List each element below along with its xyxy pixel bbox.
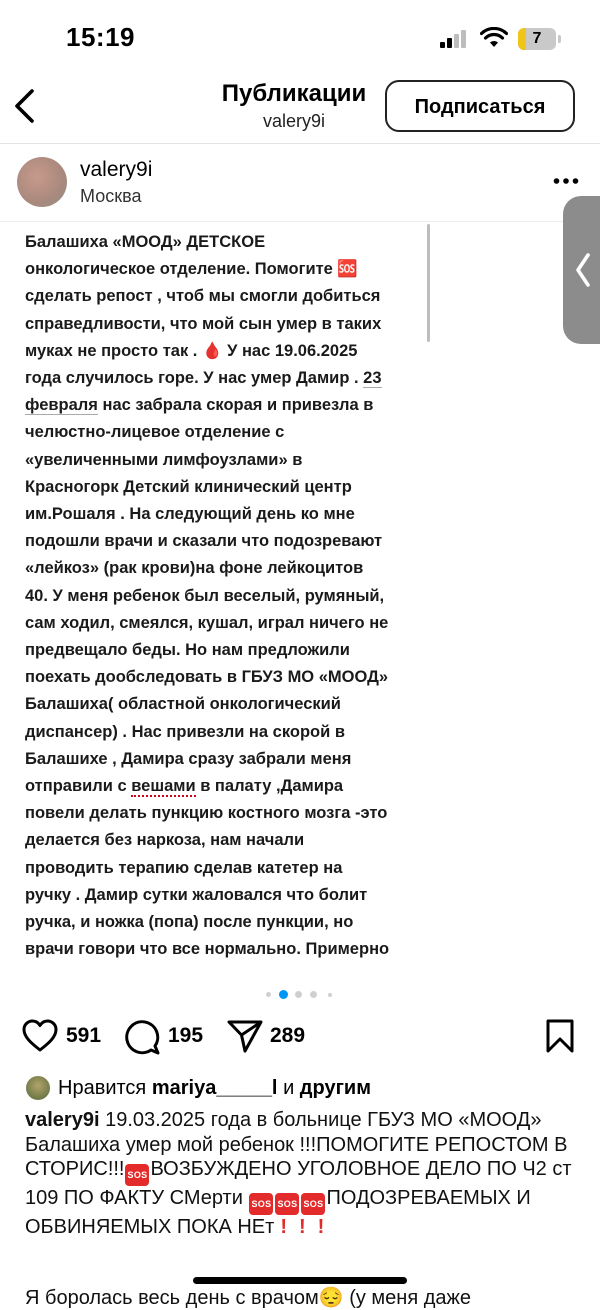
carousel-dot <box>328 993 332 997</box>
text-line: «лейкоз» (рак крови)на фоне лейкоцитов <box>25 559 364 578</box>
text-line: Балашиха( областной онкологический <box>25 695 341 714</box>
text-line: 40. У меня ребенок был веселый, румяный, <box>25 586 385 605</box>
caption-username[interactable]: valery9i <box>25 1109 100 1131</box>
text-line: врачи говори что все нормально. Примерно <box>25 940 390 959</box>
like-heart-icon[interactable] <box>22 1019 58 1053</box>
bookmark-icon[interactable] <box>545 1018 575 1054</box>
text-line: «увеличенными лимфоузлами» в <box>25 450 303 469</box>
page-title: Публикации <box>221 80 367 107</box>
text-line: года случилось горе. У нас умер Дамир . 23 <box>25 369 382 388</box>
text-line: поехать дообследовать в ГБУЗ МО «МООД» <box>25 668 389 687</box>
more-options-icon[interactable] <box>553 177 579 185</box>
share-send-icon[interactable] <box>227 1019 263 1053</box>
carousel-indicator <box>262 987 342 1001</box>
post-image-top-edge <box>0 221 600 222</box>
sos-emoji-icon: SOS <box>275 1193 299 1215</box>
likes-and: и <box>283 1077 295 1099</box>
likes-others-link[interactable]: другим <box>299 1077 371 1099</box>
caption-text: ПОДОЗРЕВАЕМЫХ И ОБВИНЯЕМЫХ ПОКА НЕт <box>25 1187 531 1239</box>
avatar[interactable] <box>17 157 67 207</box>
text-line: подошли врачи и сказали что подозревают <box>25 532 383 551</box>
chevron-left-icon <box>573 252 593 288</box>
exclamation-emoji-icon: ! <box>298 1216 306 1239</box>
sos-emoji-icon: SOS <box>249 1193 273 1215</box>
text-line: ручка, и ножка (попа) после пункции, но <box>25 913 354 932</box>
post-username[interactable]: valery9i <box>80 158 153 181</box>
battery-level: 7 <box>532 30 542 47</box>
caption-text: ВОЗБУЖДЕНО УГОЛОВНОЕ ДЕЛО ПО Ч2 ст 109 ПО ФАКТУ СМерти <box>25 1158 572 1210</box>
battery-icon <box>518 28 562 50</box>
text-line: февраля нас забрала скорая и привезла в <box>25 396 374 415</box>
side-panel-handle[interactable] <box>563 196 600 344</box>
text-line: сам ходил, смеялся, кушал, играл ничего не <box>25 613 389 632</box>
carousel-dot-active <box>279 990 288 999</box>
text-line: муках не просто так . 🩸 У нас 19.06.2025 <box>25 341 358 360</box>
text-line: онкологическое отделение. Помогите 🆘 <box>25 260 358 279</box>
caption-next-line: Я боролась весь день с врачом😔 (у меня даже <box>25 1287 472 1309</box>
text-line: ручку . Дамир сутки жаловался что болит <box>25 885 368 904</box>
text-line: Балашиха «МООД» ДЕТСКОЕ <box>25 233 266 251</box>
exclamation-emoji-icon: ! <box>280 1216 287 1239</box>
carousel-dot <box>310 991 317 998</box>
text-line: Красногорк Детский клинический центр <box>25 477 352 496</box>
subscribe-button[interactable]: Подписаться <box>385 80 575 132</box>
text-line: повели делать пункцию костного мозга -это <box>25 804 388 823</box>
home-indicator[interactable] <box>193 1277 407 1284</box>
exclamation-emoji-icon: ! <box>317 1216 325 1239</box>
text-line: им.Рошаля . На следующий день ко мне <box>25 505 355 524</box>
text-line: проводить терапию сделав катетер на <box>25 858 343 877</box>
text-line: челюстно-лицевое отделение с <box>25 423 285 442</box>
text-line: отправили с вешами в палату ,Дамира <box>25 777 344 796</box>
likes-count[interactable]: 591 <box>66 1024 102 1047</box>
image-text-scrollbar <box>427 224 430 342</box>
text-line: сделать репост , чтоб мы смогли добиться <box>25 287 381 306</box>
shares-count[interactable]: 289 <box>270 1024 306 1047</box>
sos-emoji-icon: SOS <box>301 1193 325 1215</box>
liker-avatar[interactable] <box>26 1076 50 1100</box>
page-subtitle-username[interactable]: valery9i <box>262 111 326 131</box>
comment-icon[interactable] <box>124 1019 160 1055</box>
carousel-dot <box>295 991 302 998</box>
header-divider <box>0 143 600 144</box>
text-line: справедливости, что мой сын умер в таких <box>25 314 382 333</box>
text-line: диспансер) . Нас привезли на скорой в <box>25 722 345 741</box>
post-location[interactable]: Москва <box>80 186 142 206</box>
post-caption[interactable] <box>25 1108 585 1240</box>
wifi-icon <box>480 27 508 49</box>
comments-count[interactable]: 195 <box>168 1024 204 1047</box>
caption-text: 19.03.2025 года в больнице ГБУЗ МО «МООД» Балашиха умер мой ребенок !!!ПОМОГИТЕ РЕПОСТОМ В СТОРИС!!! <box>25 1109 568 1181</box>
sos-emoji-icon: SOS <box>125 1164 149 1186</box>
likes-prefix: Нравится <box>58 1077 147 1099</box>
cellular-signal-icon <box>440 30 468 48</box>
text-line: Балашихе , Дамира сразу забрали меня <box>25 749 352 768</box>
carousel-dot <box>266 992 271 997</box>
liker-username[interactable]: mariya_____l <box>151 1077 278 1099</box>
status-time: 15:19 <box>66 22 135 52</box>
post-image-text[interactable] <box>25 229 415 963</box>
text-line: предвещало беды. Но нам предложили <box>25 641 350 660</box>
likes-summary[interactable] <box>58 1077 371 1100</box>
text-line: делается без наркоза, нам начали <box>25 831 305 850</box>
